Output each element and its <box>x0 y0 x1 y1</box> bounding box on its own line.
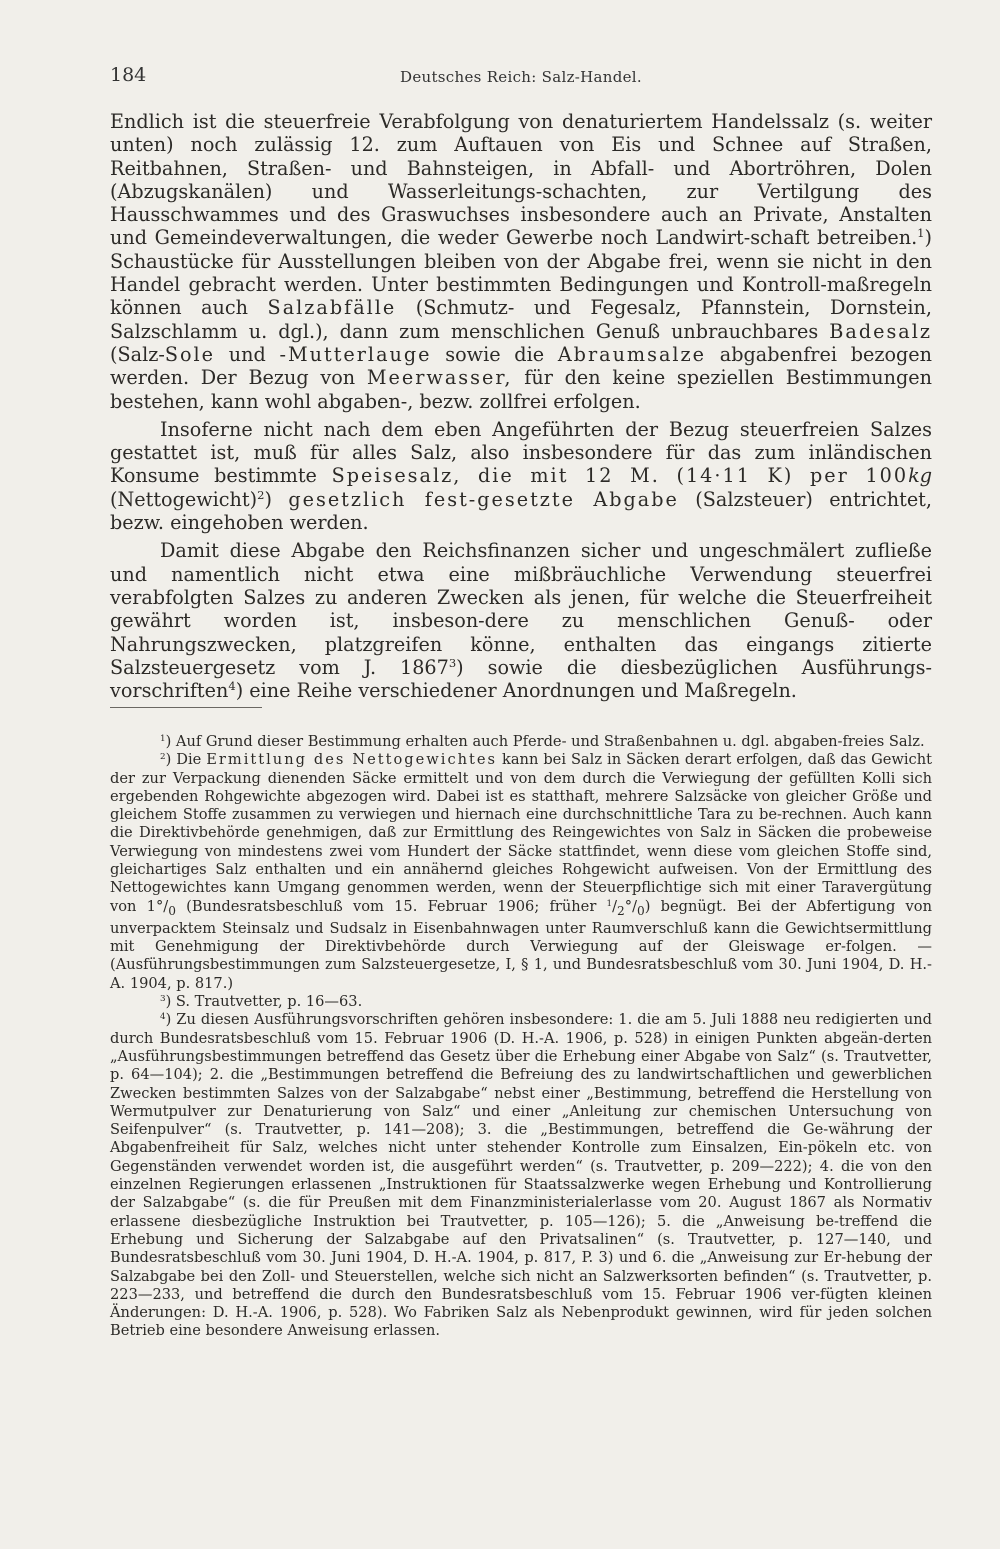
footnote-4 <box>110 1011 932 1340</box>
paragraph-1-text-d: (Schmutz- und Fegesalz, Pfannstein, Dornstein, Salzschlamm u. dgl.), dann zum menschlichen Genuß unbrauchbares <box>110 296 932 343</box>
footnote-2-text-e: (Bundesratsbeschluß vom 15. Februar 1906; früher <box>175 897 607 915</box>
footnote-ref-2: 2 <box>257 487 265 502</box>
footnote-3-mark: 3 <box>160 993 166 1004</box>
paragraph-2-text-e: ) <box>264 487 289 511</box>
paragraph-2 <box>110 418 932 534</box>
percent-sub-0: 0 <box>637 903 645 918</box>
fraction-denominator: 2 <box>617 903 625 918</box>
page-number: 184 <box>110 64 147 86</box>
paragraph-3-text-c: ) eine Reihe verschiedener Anordnungen und Maßregeln. <box>235 679 797 703</box>
unit-kg: kg <box>908 464 932 488</box>
paragraph-1-text-j: sowie die <box>431 342 558 366</box>
term-speisesalz: Speisesalz, die mit 12 M. (14·11 K) per 100 <box>331 464 909 488</box>
footnotes <box>110 733 932 1341</box>
term-salzabfaelle: Salzabfälle <box>267 296 397 320</box>
footnote-1 <box>110 733 932 751</box>
percent-sign: °/ <box>624 897 637 915</box>
paragraph-1-text-l: abgabenfrei bezogen werden. Der Bezug von <box>110 342 933 390</box>
term-abraumsalze: Abraumsalze <box>557 342 707 366</box>
footnote-ref-4: 4 <box>228 679 236 694</box>
term-ermittlung-nettogewicht: Ermittlung des Nettogewichtes <box>206 751 498 769</box>
footnote-2 <box>110 751 932 993</box>
footnote-2-text-c: kann bei Salz in Säcken derart erfolgen, daß das Gewicht der zur Verpackung dienenden Säcke ermittelt und von dem durch die Verwiegung der gefüllten Kolli sich ergebenden Rohgewichte abgezogen wird. Dabei ist es statthaft, mehrere Salzsäcke von gleicher Größe und gleichem Stoffe zusammen zu verwiegen und hiernach eine durchschnittliche Tara zu be-rechnen. Auch kann die Direktivbehörde genehmigen, daß zur Ermittlung des Reingewichtes von Salz in Säcken die probeweise Verwiegung von mindestens zwei vom Hundert der Säcke stattfindet, wenn diese vom gleichen Stoffe sind, gleichartiges Salz enthalten und ein annähernd gleiches Rohgewicht aufweisen. Von der Ermittlung des Nettogewichtes kann Umgang genommen werden, wenn der Steuerpflichtige sich mit einer Taravergütung von 1°/ <box>110 751 932 915</box>
footnote-2-text-k: ) begnügt. Bei der Abfertigung von unverpacktem Steinsalz und Sudsalz in Eisenbahnwagen unter Raumverschluß kann die Gewichtsermittlung mit Genehmigung der Direktivbehörde durch Verwiegung auf der Gleiswage er-folgen. — (Ausführungsbestimmungen zum Salzsteuergesetze, I, § 1, und Bundesratsbeschluß vom 30. Juni 1904, D. H.-A. 1904, p. 817.) <box>110 897 932 992</box>
paragraph-3-text-b: ) sowie die diesbezüglichen Ausführungs-vorschriften <box>110 655 932 703</box>
paragraph-1-text-b: ) Schaustücke für Ausstellungen bleiben von der Abgabe frei, wenn sie nicht in den Handel gebracht werden. Unter bestimmten Bedingungen und Kontroll-maßregeln können auch <box>110 226 932 320</box>
paragraph-3-text-a: Damit diese Abgabe den Reichsfinanzen sicher und ungeschmälert zufließe und namentlich nicht etwa eine mißbräuchliche Verwendung steuerfrei verabfolgten Salzes zu anderen Zwecken als jenen, für welche die Steuerfreiheit gewährt worden ist, insbeson-dere zu menschlichen Genuß- oder Nahrungszwecken, platzgreifen könne, enthalten das eingangs zitierte Salzsteuergesetz vom J. 1867 <box>110 539 932 679</box>
footnote-3-text: ) S. Trautvetter, p. 16—63. <box>165 993 363 1011</box>
paragraph-2-text-g: (Salzsteuer) entrichtet, bezw. eingehoben werden. <box>110 487 932 535</box>
fraction-slash: / <box>612 897 618 915</box>
term-meerwasser: Meerwasser, <box>366 366 513 390</box>
page-header <box>110 64 932 94</box>
footnote-ref-1: 1 <box>917 226 925 241</box>
term-mutterlauge: -Mutterlauge <box>279 342 432 366</box>
footnote-1-text: ) Auf Grund dieser Bestimmung erhalten auch Pferde- und Straßenbahnen u. dgl. abgaben-freies Salz. <box>165 733 925 750</box>
footnote-divider <box>110 707 262 708</box>
paragraph-3 <box>110 539 932 702</box>
footnote-4-mark: 4 <box>160 1012 166 1023</box>
paragraph-1-text-a: Endlich ist die steuerfreie Verabfolgung von denaturiertem Handelssalz (s. weiter unten) noch zulässig 12. zum Auftauen von Eis und Schnee auf Straßen, Reitbahnen, Straßen- und Bahnsteigen, in Abfall- und Abortröhren, Dolen (Abzugskanälen) und Wasserleitungs-schachten, zur Vertilgung des Hausschwammes und des Graswuchses insbesondere auch an Private, Anstalten und Gemeindeverwaltungen, die weder Gewerbe noch Landwirt-schaft betreiben. <box>110 110 932 250</box>
paragraph-1-text-h: und <box>215 342 280 366</box>
term-sole: Sole <box>164 342 216 366</box>
main-text <box>110 110 932 702</box>
footnote-2-text-a: ) Die <box>165 751 207 769</box>
paragraph-2-text-a: Insoferne nicht nach dem eben Angeführten der Bezug steuerfreien Salzes gestattet ist, muß für alles Salz, also insbesondere für das zum inländischen Konsume bestimmte <box>110 417 932 488</box>
term-badesalz: Badesalz <box>829 319 932 343</box>
running-head: Deutsches Reich: Salz-Handel. <box>400 68 642 86</box>
footnote-4-text: ) Zu diesen Ausführungsvorschriften gehören insbesondere: 1. die am 5. Juli 1888 neu redigierten und durch Bundesratsbeschluß vom 15. Februar 1906 (D. H.-A. 1906, p. 528) in einigen Punkten abgeän-derten „Ausführungsbestimmungen betreffend das Gesetz über die Erhebung einer Abgabe von Salz“ (s. Trautvetter, p. 64—104); 2. die „Bestimmungen betreffend die Befreiung des zu landwirtschaftlichen und gewerblichen Zwecken bestimmten Salzes von der Salzabgabe“ nebst einer „Bestimmung, betreffend die Herstellung von Wermutpulver zur Denaturierung von Salz“ und einer „Anleitung zur chemischen Untersuchung von Seifenpulver“ (s. Trautvetter, p. 141—208); 3. die „Bestimmungen, betreffend die Ge-währung der Abgabenfreiheit für Salz, welches nicht unter stehender Kontrolle zum Einsalzen, Ein-pökeln etc. von Gegenständen verwendet worden ist, die ausgeführt werden“ (s. Trautvetter, p. 209—222); 4. die von den einzelnen Regierungen erlassenen „Instruktionen für Staatssalzwerke wegen Erhebung und Kontrollierung der Salzabgabe“ (s. die für Preußen mit dem Finanzministerialerlasse vom 20. August 1867 als Normativ erlassene diesbezügliche Instruktion bei Trautvetter, p. 105—126); 5. die „Anweisung be-treffend die Erhebung und Sicherung der Salzabgabe auf den Privatsalinen“ (s. Trautvetter, p. 127—140, und Bundesratsbeschluß vom 30. Juni 1904, D. H.-A. 1904, p. 817, P. 3) und 6. die „Anweisung zur Er-hebung der Salzabgabe bei den Zoll- und Steuerstellen, welche sich nicht an Salzwerksorten befinden“ (s. Trautvetter, p. 223—233, und betreffend die durch den Bundesratsbeschluß vom 15. Februar 1906 ver-fügten kleinen Änderungen: D. H.-A. 1906, p. 528). Wo Fabriken Salz als Nebenprodukt gewinnen, wird für jeden solchen Betrieb eine besondere Anweisung erlassen. <box>110 1011 932 1340</box>
paragraph-1 <box>110 110 932 413</box>
footnote-1-mark: 1 <box>160 733 166 744</box>
footnote-3 <box>110 993 932 1011</box>
footnote-2-mark: 2 <box>160 752 166 763</box>
paragraph-1-text-f: (Salz- <box>110 342 165 366</box>
paragraph-2-text-d: (Nettogewicht) <box>110 487 258 511</box>
paragraph-1-text-n: für den keine speziellen Bestimmungen bestehen, kann wohl abgaben-, bezw. zollfrei erfolgen. <box>110 366 932 413</box>
footnote-ref-3: 3 <box>448 655 457 670</box>
term-abgabe: gesetzlich fest-gesetzte Abgabe <box>288 487 679 511</box>
footnote-2-sub-0: 0 <box>168 903 176 918</box>
fraction-numerator: 1 <box>606 898 613 909</box>
